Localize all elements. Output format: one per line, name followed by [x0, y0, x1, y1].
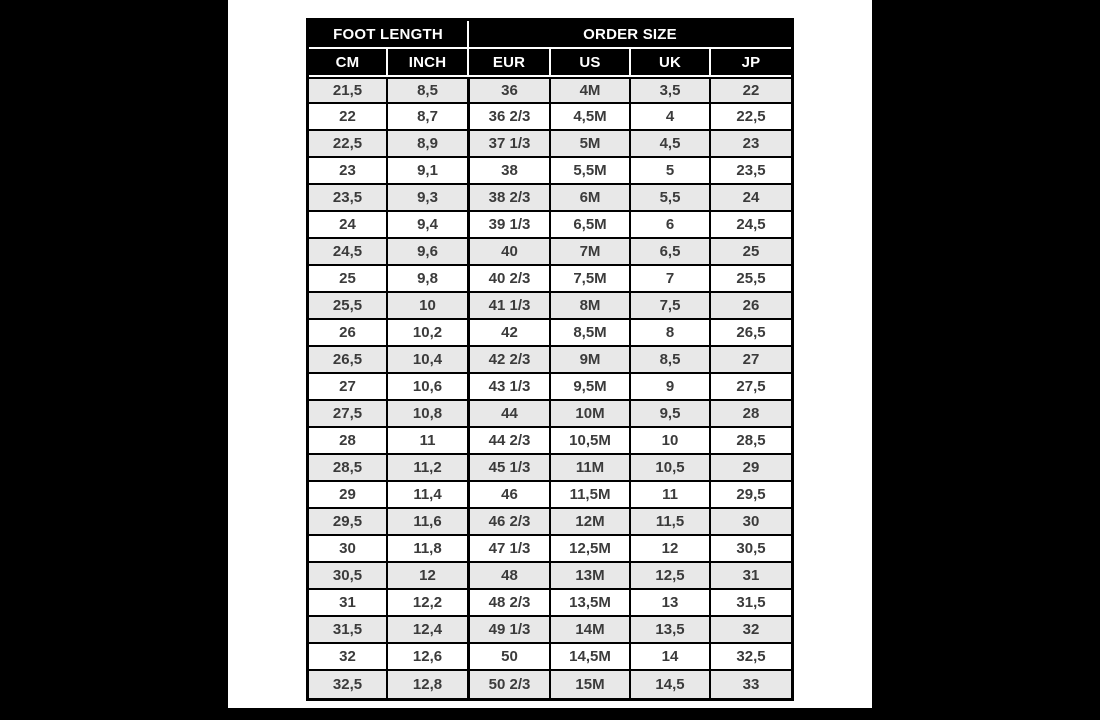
cell-uk: 4: [631, 104, 711, 131]
table-row: [309, 347, 791, 374]
cell-uk: 11: [631, 482, 711, 509]
cell-us: 12,5M: [551, 536, 631, 563]
cell-jp: 25,5: [711, 266, 791, 293]
column-header-jp: JP: [711, 49, 791, 77]
cell-uk: 12: [631, 536, 711, 563]
cell-cm: 32: [309, 644, 388, 671]
table-row: [309, 239, 791, 266]
table-row: [309, 590, 791, 617]
cell-eur: 43 1/3: [469, 374, 551, 401]
cell-us: 8M: [551, 293, 631, 320]
cell-cm: 31: [309, 590, 388, 617]
cell-uk: 12,5: [631, 563, 711, 590]
cell-cm: 25,5: [309, 293, 388, 320]
cell-us: 15M: [551, 671, 631, 698]
cell-inch: 10,4: [388, 347, 469, 374]
table-row: [309, 185, 791, 212]
table-row: [309, 455, 791, 482]
cell-eur: 42: [469, 320, 551, 347]
cell-inch: 12,2: [388, 590, 469, 617]
column-header-inch: INCH: [388, 49, 469, 77]
cell-cm: 24,5: [309, 239, 388, 266]
page-panel: [228, 0, 872, 708]
cell-jp: 32: [711, 617, 791, 644]
cell-eur: 50 2/3: [469, 671, 551, 698]
cell-jp: 22,5: [711, 104, 791, 131]
cell-inch: 12,4: [388, 617, 469, 644]
table-row: [309, 293, 791, 320]
cell-us: 14M: [551, 617, 631, 644]
cell-us: 11M: [551, 455, 631, 482]
cell-inch: 9,1: [388, 158, 469, 185]
cell-jp: 31: [711, 563, 791, 590]
group-header-order-size: ORDER SIZE: [469, 21, 791, 49]
table-row: [309, 644, 791, 671]
cell-inch: 9,8: [388, 266, 469, 293]
cell-uk: 7,5: [631, 293, 711, 320]
cell-us: 7M: [551, 239, 631, 266]
cell-cm: 30: [309, 536, 388, 563]
cell-cm: 22: [309, 104, 388, 131]
cell-eur: 47 1/3: [469, 536, 551, 563]
cell-us: 6,5M: [551, 212, 631, 239]
cell-eur: 40 2/3: [469, 266, 551, 293]
cell-inch: 10,8: [388, 401, 469, 428]
cell-jp: 23: [711, 131, 791, 158]
cell-uk: 4,5: [631, 131, 711, 158]
table-row: [309, 617, 791, 644]
cell-us: 9M: [551, 347, 631, 374]
cell-eur: 38: [469, 158, 551, 185]
cell-us: 8,5M: [551, 320, 631, 347]
cell-us: 6M: [551, 185, 631, 212]
cell-uk: 6: [631, 212, 711, 239]
cell-cm: 30,5: [309, 563, 388, 590]
cell-eur: 50: [469, 644, 551, 671]
cell-us: 10,5M: [551, 428, 631, 455]
cell-jp: 26: [711, 293, 791, 320]
cell-us: 5M: [551, 131, 631, 158]
cell-cm: 31,5: [309, 617, 388, 644]
cell-eur: 39 1/3: [469, 212, 551, 239]
cell-cm: 27: [309, 374, 388, 401]
cell-uk: 5: [631, 158, 711, 185]
cell-cm: 32,5: [309, 671, 388, 698]
cell-eur: 37 1/3: [469, 131, 551, 158]
cell-inch: 9,3: [388, 185, 469, 212]
cell-inch: 9,6: [388, 239, 469, 266]
cell-jp: 28,5: [711, 428, 791, 455]
table-row: [309, 671, 791, 698]
cell-inch: 11,8: [388, 536, 469, 563]
cell-eur: 48 2/3: [469, 590, 551, 617]
size-chart-table-border: [306, 18, 794, 701]
cell-inch: 11,6: [388, 509, 469, 536]
cell-cm: 29,5: [309, 509, 388, 536]
cell-cm: 28: [309, 428, 388, 455]
cell-inch: 10: [388, 293, 469, 320]
cell-uk: 3,5: [631, 77, 711, 104]
cell-uk: 9: [631, 374, 711, 401]
table-row: [309, 212, 791, 239]
table-row: [309, 374, 791, 401]
cell-inch: 12: [388, 563, 469, 590]
cell-eur: 38 2/3: [469, 185, 551, 212]
cell-uk: 5,5: [631, 185, 711, 212]
cell-cm: 22,5: [309, 131, 388, 158]
cell-inch: 10,2: [388, 320, 469, 347]
cell-jp: 29: [711, 455, 791, 482]
cell-inch: 8,7: [388, 104, 469, 131]
cell-us: 11,5M: [551, 482, 631, 509]
table-row: [309, 104, 791, 131]
table-header: [309, 21, 791, 77]
cell-uk: 13: [631, 590, 711, 617]
cell-cm: 27,5: [309, 401, 388, 428]
cell-jp: 22: [711, 77, 791, 104]
cell-cm: 26,5: [309, 347, 388, 374]
cell-us: 4M: [551, 77, 631, 104]
column-header-uk: UK: [631, 49, 711, 77]
cell-uk: 10,5: [631, 455, 711, 482]
cell-jp: 30: [711, 509, 791, 536]
cell-inch: 11,2: [388, 455, 469, 482]
cell-uk: 8,5: [631, 347, 711, 374]
table-row: [309, 320, 791, 347]
cell-uk: 7: [631, 266, 711, 293]
table-row: [309, 158, 791, 185]
table-row: [309, 77, 791, 104]
cell-inch: 8,5: [388, 77, 469, 104]
cell-inch: 8,9: [388, 131, 469, 158]
table-row: [309, 563, 791, 590]
cell-inch: 11: [388, 428, 469, 455]
cell-jp: 27,5: [711, 374, 791, 401]
cell-cm: 25: [309, 266, 388, 293]
cell-jp: 32,5: [711, 644, 791, 671]
group-header-foot-length: FOOT LENGTH: [309, 21, 469, 49]
cell-eur: 49 1/3: [469, 617, 551, 644]
table-row: [309, 266, 791, 293]
cell-inch: 12,8: [388, 671, 469, 698]
cell-cm: 21,5: [309, 77, 388, 104]
cell-eur: 45 1/3: [469, 455, 551, 482]
cell-eur: 42 2/3: [469, 347, 551, 374]
column-header-eur: EUR: [469, 49, 551, 77]
cell-cm: 28,5: [309, 455, 388, 482]
cell-us: 10M: [551, 401, 631, 428]
table-row: [309, 536, 791, 563]
cell-eur: 46: [469, 482, 551, 509]
cell-jp: 23,5: [711, 158, 791, 185]
cell-uk: 9,5: [631, 401, 711, 428]
table-row: [309, 401, 791, 428]
table-row: [309, 482, 791, 509]
cell-us: 14,5M: [551, 644, 631, 671]
table-body: [309, 77, 791, 698]
cell-jp: 24: [711, 185, 791, 212]
cell-jp: 28: [711, 401, 791, 428]
cell-cm: 26: [309, 320, 388, 347]
cell-jp: 30,5: [711, 536, 791, 563]
cell-inch: 11,4: [388, 482, 469, 509]
table-row: [309, 131, 791, 158]
column-header-us: US: [551, 49, 631, 77]
cell-us: 13,5M: [551, 590, 631, 617]
cell-eur: 36 2/3: [469, 104, 551, 131]
cell-jp: 33: [711, 671, 791, 698]
table-row: [309, 428, 791, 455]
cell-jp: 26,5: [711, 320, 791, 347]
cell-eur: 44: [469, 401, 551, 428]
cell-inch: 12,6: [388, 644, 469, 671]
cell-us: 4,5M: [551, 104, 631, 131]
cell-us: 9,5M: [551, 374, 631, 401]
cell-us: 7,5M: [551, 266, 631, 293]
cell-us: 12M: [551, 509, 631, 536]
cell-cm: 23,5: [309, 185, 388, 212]
table-row: [309, 509, 791, 536]
cell-eur: 48: [469, 563, 551, 590]
cell-cm: 29: [309, 482, 388, 509]
cell-jp: 25: [711, 239, 791, 266]
cell-uk: 8: [631, 320, 711, 347]
cell-us: 13M: [551, 563, 631, 590]
cell-uk: 10: [631, 428, 711, 455]
cell-eur: 41 1/3: [469, 293, 551, 320]
column-header-row: [309, 49, 791, 77]
cell-uk: 14,5: [631, 671, 711, 698]
cell-eur: 40: [469, 239, 551, 266]
cell-eur: 44 2/3: [469, 428, 551, 455]
size-chart-table: [309, 21, 791, 698]
cell-eur: 36: [469, 77, 551, 104]
cell-jp: 24,5: [711, 212, 791, 239]
cell-us: 5,5M: [551, 158, 631, 185]
cell-uk: 14: [631, 644, 711, 671]
group-header-row: [309, 21, 791, 49]
cell-jp: 31,5: [711, 590, 791, 617]
cell-uk: 11,5: [631, 509, 711, 536]
cell-cm: 23: [309, 158, 388, 185]
cell-jp: 29,5: [711, 482, 791, 509]
cell-jp: 27: [711, 347, 791, 374]
cell-uk: 6,5: [631, 239, 711, 266]
cell-inch: 10,6: [388, 374, 469, 401]
cell-inch: 9,4: [388, 212, 469, 239]
cell-eur: 46 2/3: [469, 509, 551, 536]
cell-cm: 24: [309, 212, 388, 239]
column-header-cm: CM: [309, 49, 388, 77]
cell-uk: 13,5: [631, 617, 711, 644]
